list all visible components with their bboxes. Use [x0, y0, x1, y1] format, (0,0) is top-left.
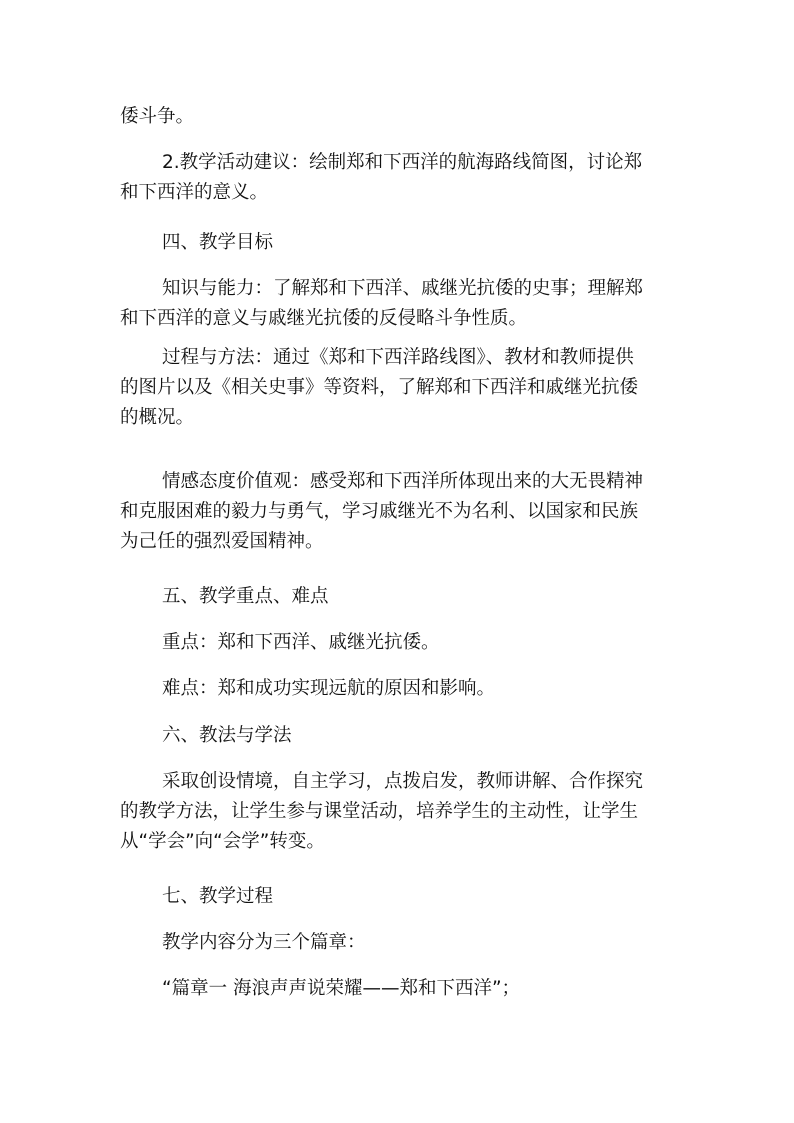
- text-line: 的概况。: [120, 407, 195, 428]
- text-line: 倭斗争。: [120, 106, 195, 127]
- text-line: 的教学方法，让学生参与课堂活动，培养学生的主动性，让学生: [120, 801, 639, 822]
- text-line: 重点：郑和下西洋、戚继光抗倭。: [162, 632, 440, 653]
- paragraph-chapter-one: [120, 974, 680, 1004]
- text-line: 和克服困难的毅力与勇气，学习戚继光不为名利、以国家和民族: [120, 501, 639, 522]
- text-line: 和下西洋的意义。: [120, 182, 269, 203]
- text-line: 为己任的强烈爱国精神。: [120, 531, 324, 552]
- paragraph-methods: [120, 767, 680, 857]
- paragraph-activity-suggestion: [120, 148, 680, 208]
- text-line: 和下西洋的意义与戚继光抗倭的反侵略斗争性质。: [120, 308, 528, 329]
- text-line: 的图片以及《相关史事》等资料，了解郑和下西洋和戚继光抗倭: [120, 377, 639, 398]
- text-line: 难点：郑和成功实现远航的原因和影响。: [162, 678, 496, 699]
- paragraph-process-method: [120, 343, 680, 433]
- paragraph-emotion-values: [120, 467, 680, 557]
- text-line: 七、教学过程: [162, 886, 274, 907]
- section-heading-teaching-process: [120, 882, 680, 912]
- text-line: 五、教学重点、难点: [162, 586, 329, 607]
- text-line: 2.教学活动建议：绘制郑和下西洋的航海路线简图，讨论郑: [162, 152, 643, 173]
- text-line: 教学内容分为三个篇章：: [162, 932, 366, 953]
- paragraph-knowledge-ability: [120, 274, 680, 334]
- paragraph-content-intro: [120, 928, 680, 958]
- paragraph-key-point: [120, 628, 680, 658]
- section-heading-methods: [120, 721, 680, 751]
- text-line: 从“学会”向“会学”转变。: [120, 831, 325, 852]
- text-line: 采取创设情境，自主学习，点拨启发，教师讲解、合作探究: [162, 771, 644, 792]
- paragraph-difficult-point: [120, 674, 680, 704]
- section-heading-teaching-goals: [120, 228, 680, 258]
- section-heading-key-points: [120, 582, 680, 612]
- text-line: 四、教学目标: [162, 232, 274, 253]
- text-line: 六、教法与学法: [162, 725, 292, 746]
- text-line: 知识与能力：了解郑和下西洋、戚继光抗倭的史事；理解郑: [162, 278, 644, 299]
- text-line: 情感态度价值观：感受郑和下西洋所体现出来的大无畏精神: [162, 471, 644, 492]
- paragraph-continuation: [120, 102, 680, 132]
- text-line: “篇章一 海浪声声说荣耀——郑和下西洋”；: [162, 978, 521, 999]
- text-line: 过程与方法：通过《郑和下西洋路线图》、教材和教师提供: [162, 347, 634, 368]
